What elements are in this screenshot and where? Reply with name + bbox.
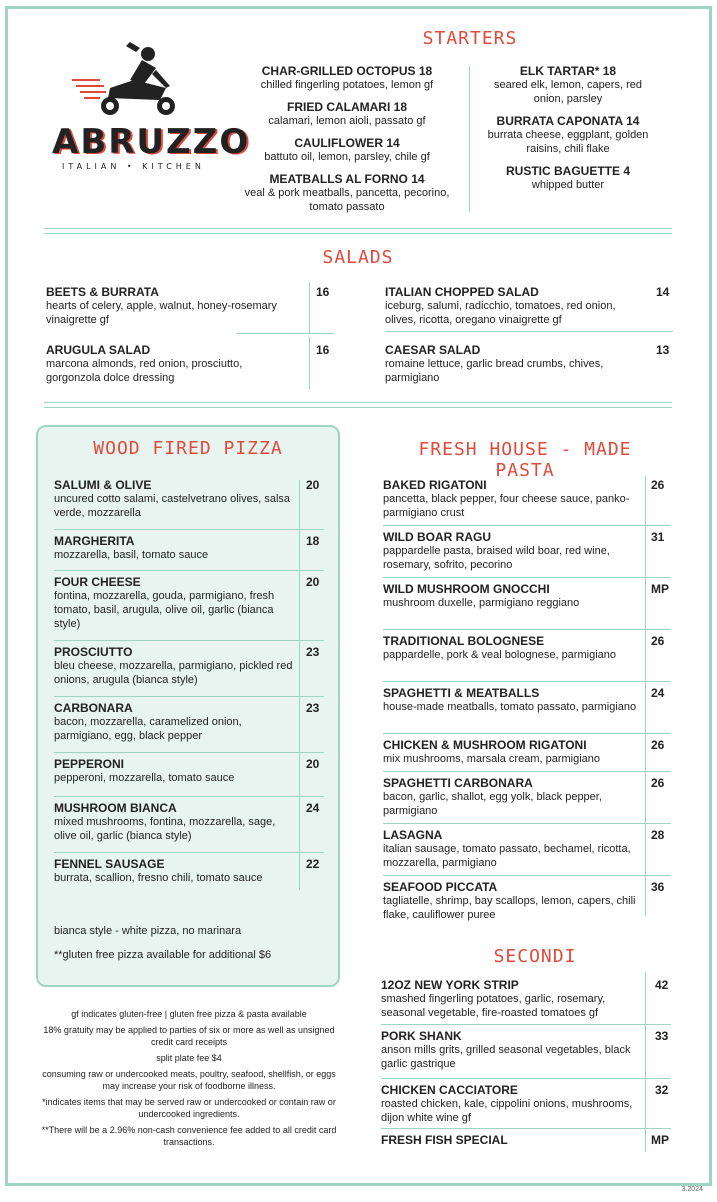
- pasta-item: [383, 828, 641, 870]
- pizza-item: [54, 801, 296, 843]
- pizza-price: 23: [306, 701, 320, 715]
- starter-desc: burrata cheese, eggplant, golden raisins, chili flake: [487, 129, 649, 155]
- pizza-desc: fontina, mozzarella, gouda, parmigiano, fresh tomato, basil, arugula, olive oil, garlic (bianca style): [54, 590, 275, 630]
- starters-right-column: [484, 64, 652, 200]
- pasta-name: SEAFOOD PICCATA: [383, 880, 498, 894]
- pasta-name: SPAGHETTI & MEATBALLS: [383, 686, 540, 700]
- pasta-item: [383, 478, 641, 520]
- salad-price-divider: [309, 282, 310, 334]
- section-divider: [44, 228, 672, 234]
- pasta-price: 28: [651, 828, 665, 842]
- secondi-row-divider: [381, 1128, 671, 1129]
- pasta-desc: bacon, garlic, shallot, egg yolk, black pepper, parmigiano: [383, 791, 602, 817]
- pizza-price: 20: [306, 575, 320, 589]
- print-date: 3.2024: [681, 1186, 703, 1193]
- pasta-price: 26: [651, 738, 665, 752]
- pasta-item: [383, 530, 641, 572]
- salad-name: ARUGULA SALAD: [46, 343, 151, 357]
- secondi-price: MP: [651, 1133, 669, 1147]
- secondi-item: [381, 1083, 643, 1125]
- salad-desc: romaine lettuce, garlic bread crumbs, chives, parmigiano: [385, 358, 604, 384]
- note-line: **There will be a 2.96% non-cash convenience fee added to all credit card transactions.: [41, 1125, 337, 1147]
- salad-name: CAESAR SALAD: [385, 343, 481, 357]
- pizza-name: SALUMI & OLIVE: [54, 478, 152, 492]
- starter-desc: calamari, lemon aioli, passato gf: [268, 115, 426, 127]
- pizza-desc: bleu cheese, mozzarella, parmigiano, pickled red onions, arugula (bianca style): [54, 660, 293, 686]
- pizza-note-bianca: bianca style - white pizza, no marinara: [54, 925, 242, 937]
- pasta-desc: mushroom duxelle, parmigiano reggiano: [383, 597, 580, 609]
- pizza-row-divider: [54, 852, 324, 853]
- pasta-name: LASAGNA: [383, 828, 443, 842]
- pasta-name: BAKED RIGATONI: [383, 478, 487, 492]
- pizza-desc: uncured cotto salami, castelvetrano olives, salsa verde, mozzarella: [54, 493, 291, 519]
- starter-name: MEATBALLS AL FORNO 14: [269, 172, 425, 186]
- pizza-row-divider: [54, 640, 324, 641]
- pizza-item: [54, 857, 296, 885]
- pasta-item: [383, 634, 641, 662]
- pizza-item: [54, 701, 296, 743]
- salad-price: 16: [316, 343, 330, 357]
- pasta-price: 26: [651, 776, 665, 790]
- pasta-row-divider: [383, 577, 671, 578]
- pizza-row-divider: [54, 796, 324, 797]
- pizza-desc: bacon, mozzarella, caramelized onion, parmigiano, egg, black pepper: [54, 716, 242, 742]
- secondi-name: PORK SHANK: [381, 1029, 462, 1043]
- starter-desc: chilled fingerling potatoes, lemon gf: [260, 79, 434, 91]
- pizza-heading: WOOD FIRED PIZZA: [93, 438, 283, 459]
- starter-item: [484, 164, 652, 192]
- pasta-desc: tagliatelle, shrimp, bay scallops, lemon, capers, chili flake, cauliflower puree: [383, 895, 636, 921]
- pizza-name: MUSHROOM BIANCA: [54, 801, 177, 815]
- note-line: consuming raw or undercooked meats, poultry, seafood, shellfish, or eggs may increase your risk of foodborne illness.: [42, 1069, 336, 1091]
- pasta-name: WILD MUSHROOM GNOCCHI: [383, 582, 550, 596]
- pasta-name: CHICKEN & MUSHROOM RIGATONI: [383, 738, 587, 752]
- starter-name: RUSTIC BAGUETTE 4: [505, 164, 630, 178]
- brand-name: ABRUZZO: [52, 122, 251, 162]
- pizza-price: 20: [306, 478, 320, 492]
- salad-price: 16: [316, 285, 330, 299]
- note-line: *indicates items that may be served raw or undercooked or contain raw or undercooked ingredients.: [42, 1097, 336, 1119]
- pasta-row-divider: [383, 733, 671, 734]
- pizza-price: 18: [306, 534, 320, 548]
- starter-item: [236, 136, 458, 164]
- pasta-desc: pancetta, black pepper, four cheese sauce, panko-parmigiano crust: [383, 493, 630, 519]
- salad-price-divider: [309, 337, 310, 389]
- starter-desc: veal & pork meatballs, pancetta, pecorino, tomato passato: [244, 187, 450, 213]
- pasta-name: WILD BOAR RAGU: [383, 530, 491, 544]
- pizza-price: 23: [306, 645, 320, 659]
- pizza-row-divider: [54, 696, 324, 697]
- starters-divider: [469, 66, 470, 212]
- starter-item: [236, 100, 458, 128]
- salad-desc: marcona almonds, red onion, prosciutto, gorgonzola dolce dressing: [46, 358, 243, 384]
- starter-desc: whipped butter: [531, 179, 605, 191]
- pizza-desc: mozzarella, basil, tomato sauce: [54, 549, 209, 561]
- secondi-item: [381, 978, 643, 1020]
- pasta-row-divider: [383, 823, 671, 824]
- starter-item: [484, 114, 652, 156]
- pasta-row-divider: [383, 525, 671, 526]
- starters-left-column: [236, 64, 458, 222]
- starter-item: [236, 64, 458, 92]
- salad-desc: hearts of celery, apple, walnut, honey-rosemary vinaigrette gf: [46, 300, 277, 326]
- salad-item: [46, 285, 296, 327]
- pizza-name: MARGHERITA: [54, 534, 135, 548]
- menu-notes: [36, 1008, 342, 1152]
- pizza-desc: mixed mushrooms, fontina, mozzarella, sage, olive oil, garlic (bianca style): [54, 816, 276, 842]
- pizza-price: 22: [306, 857, 320, 871]
- salad-item: [385, 285, 647, 327]
- pizza-item: [54, 534, 296, 562]
- secondi-name: CHICKEN CACCIATORE: [381, 1083, 518, 1097]
- pasta-price-divider: [645, 476, 646, 916]
- secondi-name: FRESH FISH SPECIAL: [381, 1133, 508, 1147]
- scooter-rider-icon: [70, 40, 190, 130]
- pasta-price: 26: [651, 478, 665, 492]
- secondi-item: [381, 1133, 643, 1147]
- salad-price: 14: [656, 285, 670, 299]
- pizza-item: [54, 478, 296, 520]
- pasta-item: [383, 686, 641, 714]
- pasta-item: [383, 738, 641, 766]
- pizza-item: [54, 645, 296, 687]
- pizza-item: [54, 757, 296, 785]
- pizza-price: 24: [306, 801, 320, 815]
- starter-name: FRIED CALAMARI 18: [286, 100, 407, 114]
- pasta-item: [383, 776, 641, 818]
- starter-desc: seared elk, lemon, capers, red onion, parsley: [494, 79, 642, 105]
- secondi-price-divider: [645, 972, 646, 1152]
- starter-name: CAULIFLOWER 14: [294, 136, 400, 150]
- pasta-desc: italian sausage, tomato passato, bechamel, ricotta, mozzarella, parmigiano: [383, 843, 631, 869]
- salad-desc: iceburg, salumi, radicchio, tomatoes, red onion, olives, ricotta, oregano vinaigrette gf: [385, 300, 616, 326]
- pasta-row-divider: [383, 771, 671, 772]
- salad-name: ITALIAN CHOPPED SALAD: [385, 285, 539, 299]
- pasta-row-divider: [383, 681, 671, 682]
- pizza-note-gluten-free: **gluten free pizza available for additional $6: [54, 949, 272, 961]
- secondi-row-divider: [381, 1024, 671, 1025]
- salad-item: [385, 343, 647, 385]
- pasta-price: 36: [651, 880, 665, 894]
- pizza-desc: burrata, scallion, fresno chili, tomato sauce: [54, 872, 263, 884]
- secondi-item: [381, 1029, 643, 1071]
- salad-item: [46, 343, 296, 385]
- pizza-name: PEPPERONI: [54, 757, 125, 771]
- secondi-desc: smashed fingerling potatoes, garlic, rosemary, seasonal vegetable, fire-roasted tomatoes gf: [381, 993, 606, 1019]
- secondi-price: 42: [655, 978, 669, 992]
- pizza-desc: pepperoni, mozzarella, tomato sauce: [54, 772, 235, 784]
- pasta-desc: house-made meatballs, tomato passato, parmigiano: [383, 701, 637, 713]
- note-line: gf indicates gluten-free | gluten free pizza & pasta available: [71, 1009, 307, 1019]
- pasta-price: 31: [651, 530, 665, 544]
- pizza-row-divider: [54, 529, 324, 530]
- starter-item: [236, 172, 458, 214]
- secondi-price: 32: [655, 1083, 669, 1097]
- starter-name: BURRATA CAPONATA 14: [496, 114, 640, 128]
- pizza-price-divider: [299, 480, 300, 890]
- pizza-price: 20: [306, 757, 320, 771]
- pasta-item: [383, 880, 641, 922]
- section-divider: [44, 402, 672, 408]
- pizza-item: [54, 575, 296, 631]
- secondi-desc: roasted chicken, kale, cippolini onions, mushrooms, dijon white wine gf: [381, 1098, 633, 1124]
- secondi-desc: anson mills grits, grilled seasonal vegetables, black garlic gastrique: [381, 1044, 631, 1070]
- pasta-price: MP: [651, 582, 669, 596]
- pasta-desc: pappardelle, pork & veal bolognese, parmigiano: [383, 649, 616, 661]
- pasta-heading: FRESH HOUSE - MADE PASTA: [418, 439, 632, 481]
- salad-row-divider: [385, 331, 673, 332]
- pizza-name: FOUR CHEESE: [54, 575, 141, 589]
- pizza-name: FENNEL SAUSAGE: [54, 857, 165, 871]
- secondi-row-divider: [381, 1078, 671, 1079]
- pasta-name: SPAGHETTI CARBONARA: [383, 776, 533, 790]
- pasta-row-divider: [383, 629, 671, 630]
- pasta-price: 24: [651, 686, 665, 700]
- note-line: 18% gratuity may be applied to parties of six or more as well as unsigned credit card receipts: [43, 1025, 335, 1047]
- pizza-row-divider: [54, 752, 324, 753]
- salad-row-divider: [236, 333, 334, 334]
- starters-heading: STARTERS: [422, 28, 518, 49]
- pizza-name: PROSCIUTTO: [54, 645, 133, 659]
- salads-heading: SALADS: [322, 247, 394, 268]
- pasta-item: [383, 582, 641, 610]
- pasta-name: TRADITIONAL BOLOGNESE: [383, 634, 545, 648]
- pasta-desc: mix mushrooms, marsala cream, parmigiano: [383, 753, 601, 765]
- note-line: split plate fee $4: [156, 1053, 222, 1063]
- starter-desc: battuto oil, lemon, parsley, chile gf: [264, 151, 430, 163]
- secondi-name: 12OZ NEW YORK STRIP: [381, 978, 519, 992]
- brand-tagline: ITALIAN • KITCHEN: [62, 162, 205, 171]
- secondi-price: 33: [655, 1029, 669, 1043]
- pasta-price: 26: [651, 634, 665, 648]
- pizza-name: CARBONARA: [54, 701, 133, 715]
- salad-price: 13: [656, 343, 670, 357]
- salad-name: BEETS & BURRATA: [46, 285, 159, 299]
- pasta-row-divider: [383, 875, 671, 876]
- starter-name: CHAR-GRILLED OCTOPUS 18: [261, 64, 433, 78]
- pizza-row-divider: [54, 570, 324, 571]
- starter-name: ELK TARTAR* 18: [519, 64, 617, 78]
- starter-item: [484, 64, 652, 106]
- secondi-heading: SECONDI: [493, 946, 577, 967]
- pasta-desc: pappardelle pasta, braised wild boar, red wine, rosemary, sofrito, pecorino: [383, 545, 610, 571]
